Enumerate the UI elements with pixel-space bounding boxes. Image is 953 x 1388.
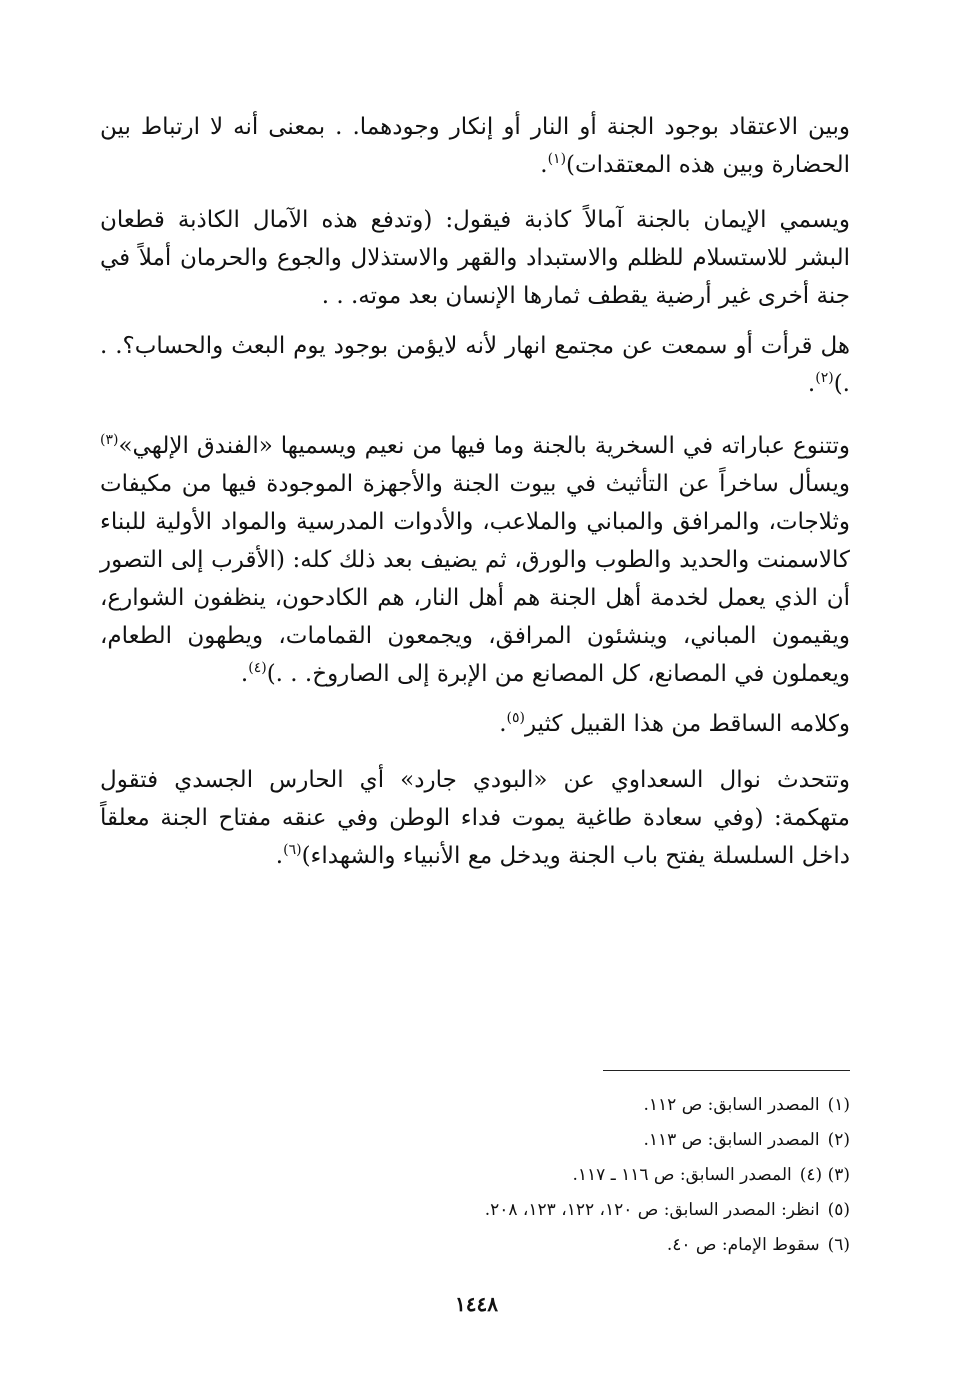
main-text bbox=[100, 108, 850, 875]
paragraph-6 bbox=[100, 761, 850, 875]
footnote-separator bbox=[603, 1070, 850, 1071]
footnote-number: (١) bbox=[827, 1095, 850, 1115]
paragraph-5-text: وكلامه الساقط من هذا القبيل كثير bbox=[524, 711, 850, 737]
footnote-number: (٥) bbox=[827, 1200, 850, 1220]
footnote-1 bbox=[290, 1088, 850, 1123]
footnote-2 bbox=[290, 1123, 850, 1158]
footnote-text: سقوط الإمام: ص ٤٠. bbox=[666, 1235, 820, 1255]
footnote-ref-6: (٦) bbox=[283, 842, 302, 858]
footnote-text: المصدر السابق: ص ١١٣. bbox=[643, 1130, 820, 1150]
paragraph-5 bbox=[100, 705, 850, 743]
paragraph-4-text-b: ويسأل ساخراً عن التأثيث في بيوت الجنة والأجهزة الموجودة فيها من مكيفات وثلاجات، والمرافق والمباني والملاعب، والأدوات المدرسية والمواد الأولية للبناء كالاسمنت والحديد والطوب والورق، ثم يضيف بعد ذلك كله: (الأقرب إلى التصور أن الذي يعمل لخدمة أهل الجنة هم أهل النار، هم الكادحون، ينظفون الشوارع، ويقيمون المباني، وينشئون المرافق، ويجمعون القمامات، ويطهون الطعام، ويعملون في المصانع، كل المصانع من الإبرة إلى الصاروخ. . .) bbox=[100, 471, 850, 687]
paragraph-2-text: ويسمي الإيمان بالجنة آمالاً كاذبة فيقول: (وتدفع هذه الآمال الكاذبة قطعان البشر للاستسلام للظلم والاستبداد والقهر والاستذلال والجوع والحرمان أملاً في جنة أخرى غير أرضية يقطف ثمارها الإنسان بعد موته. . . bbox=[100, 207, 850, 309]
footnote-number: (٣) (٤) bbox=[799, 1165, 850, 1185]
footnote-3-4 bbox=[290, 1158, 850, 1193]
paragraph-5-end: . bbox=[499, 711, 507, 737]
paragraph-1-text: وبين الاعتقاد بوجود الجنة أو النار أو إنكار وجودهما. . بمعنى أنه لا ارتباط بين الحضارة وبين هذه المعتقدات) bbox=[100, 114, 850, 178]
paragraph-6-text: وتتحدث نوال السعداوي عن «البودي جارد» أي الحارس الجسدي فتقول متهكمة: (وفي سعادة طاغية يموت فداء الوطن وفي عنقه مفتاح الجنة معلقاً داخل السلسلة يفتح باب الجنة ويدخل مع الأنبياء والشهداء) bbox=[100, 767, 850, 869]
footnote-ref-5: (٥) bbox=[506, 710, 525, 726]
paragraph-3-text: هل قرأت أو سمعت عن مجتمع انهار لأنه لايؤمن بوجود يوم البعث والحساب؟. . .) bbox=[100, 333, 850, 397]
paragraph-3-end: . bbox=[807, 371, 816, 397]
footnote-text: المصدر السابق: ص ١١٢. bbox=[643, 1095, 820, 1115]
footnote-number: (٢) bbox=[827, 1130, 850, 1150]
paragraph-1 bbox=[100, 108, 850, 184]
paragraph-2 bbox=[100, 201, 850, 315]
paragraph-4-end: . bbox=[240, 661, 249, 687]
footnote-number: (٦) bbox=[827, 1235, 850, 1255]
footnotes bbox=[290, 1088, 850, 1263]
footnote-ref-3: (٣) bbox=[100, 432, 119, 448]
page-number: ١٤٤٨ bbox=[455, 1292, 498, 1316]
paragraph-6-end: . bbox=[275, 843, 284, 869]
footnote-ref-4: (٤) bbox=[248, 660, 267, 676]
footnote-6 bbox=[290, 1228, 850, 1263]
paragraph-3 bbox=[100, 327, 850, 403]
footnote-text: المصدر السابق: ص ١١٦ ـ ١١٧. bbox=[572, 1165, 792, 1185]
footnote-text: انظر: المصدر السابق: ص ١٢٠، ١٢٢، ١٢٣، ٢٠٨. bbox=[484, 1200, 820, 1220]
footnote-ref-2: (٢) bbox=[815, 370, 834, 386]
paragraph-4 bbox=[100, 427, 850, 693]
footnote-ref-1: (١) bbox=[547, 151, 567, 167]
paragraph-1-end: . bbox=[540, 152, 548, 178]
paragraph-4-text-a: وتتنوع عباراته في السخرية بالجنة وما فيها من نعيم ويسميها «الفندق الإلهي» bbox=[118, 433, 850, 459]
footnote-5 bbox=[290, 1193, 850, 1228]
